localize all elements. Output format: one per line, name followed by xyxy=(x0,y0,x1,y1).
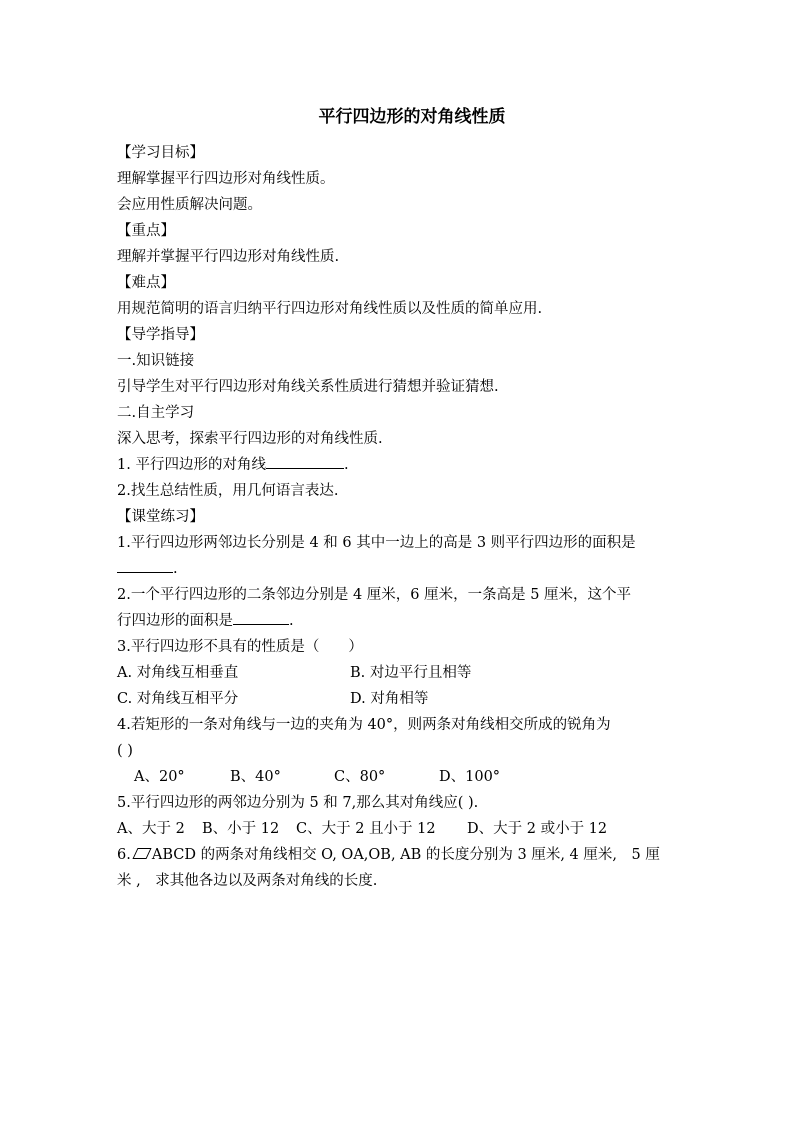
option-d[interactable]: D. 对角相等 xyxy=(350,691,429,707)
goal-item-2: 会应用性质解决问题。 xyxy=(117,197,262,213)
self-study-question-1 xyxy=(117,452,687,478)
practice-2-line-1: 2.一个平行四边形的二条邻边分别是 4 厘米，6 厘米，一条高是 5 厘米，这个平 xyxy=(117,587,632,603)
practice-5-stem: 5.平行四边形的两邻边分别为 5 和 7,那么其对角线应( ). xyxy=(117,795,479,811)
self-study-question-2: 2.找生总结性质，用几何语言表达. xyxy=(117,483,339,499)
question-text: 行四边形的面积是 xyxy=(117,613,233,629)
page-title: 平行四边形的对角线性质 xyxy=(318,107,506,127)
practice-1-line-2 xyxy=(117,556,687,582)
practice-4-line-1: 4.若矩形的一条对角线与一边的夹角为 40°，则两条对角线相交所成的锐角为 xyxy=(117,717,611,733)
goal-header: 【学习目标】 xyxy=(117,145,204,161)
option-a[interactable]: A. 对角线互相垂直 xyxy=(117,665,239,681)
question-suffix: . xyxy=(173,561,178,577)
practice-1-line-1: 1.平行四边形两邻边长分别是 4 和 6 其中一边上的高是 3 则平行四边形的面积是 xyxy=(117,535,636,551)
practice-6-line-1 xyxy=(117,842,687,868)
answer-blank[interactable] xyxy=(233,608,289,625)
practice-6-line-2: 米 , 求其他各边以及两条对角线的长度. xyxy=(117,873,378,889)
option-a[interactable]: A、20° xyxy=(134,769,185,785)
parallelogram-icon xyxy=(132,848,151,859)
practice-2-line-2 xyxy=(117,608,687,634)
practice-header: 【课堂练习】 xyxy=(117,509,204,525)
question-suffix: . xyxy=(289,613,294,629)
key-point-item: 理解并掌握平行四边形对角线性质. xyxy=(117,249,340,265)
guide-self-study-text: 深入思考，探索平行四边形的对角线性质. xyxy=(117,431,383,447)
answer-blank[interactable] xyxy=(117,556,173,573)
practice-5-options xyxy=(117,816,687,842)
key-point-header: 【重点】 xyxy=(117,223,175,239)
worksheet-content xyxy=(117,140,687,894)
practice-3-options-row-1 xyxy=(117,660,687,686)
option-b[interactable]: B. 对边平行且相等 xyxy=(350,665,472,681)
question-text: ABCD 的两条对角线相交 O, OA,OB, AB 的长度分别为 3 厘米, 4 厘米, 5 厘 xyxy=(151,847,660,863)
option-d[interactable]: D、大于 2 或小于 12 xyxy=(467,821,608,837)
option-c[interactable]: C. 对角线互相平分 xyxy=(117,691,239,707)
difficult-point-header: 【难点】 xyxy=(117,275,175,291)
practice-4-options xyxy=(117,764,687,790)
option-b[interactable]: B、小于 12 xyxy=(202,821,280,837)
goal-item-1: 理解掌握平行四边形对角线性质。 xyxy=(117,171,335,187)
option-c[interactable]: C、大于 2 且小于 12 xyxy=(296,821,436,837)
question-number: 6. xyxy=(117,847,131,863)
guide-self-study-title: 二.自主学习 xyxy=(117,405,195,421)
practice-4-line-2: ( ) xyxy=(117,743,133,759)
question-text: 1. 平行四边形的对角线 xyxy=(117,457,266,473)
answer-blank[interactable] xyxy=(266,452,344,469)
guide-header: 【导学指导】 xyxy=(117,327,204,343)
option-d[interactable]: D、100° xyxy=(439,769,501,785)
guide-knowledge-text: 引导学生对平行四边形对角线关系性质进行猜想并验证猜想. xyxy=(117,379,499,395)
question-suffix: . xyxy=(343,457,349,473)
guide-knowledge-title: 一.知识链接 xyxy=(117,353,195,369)
option-a[interactable]: A、大于 2 xyxy=(117,821,185,837)
option-b[interactable]: B、40° xyxy=(230,769,281,785)
practice-3-options-row-2 xyxy=(117,686,687,712)
option-c[interactable]: C、80° xyxy=(334,769,386,785)
practice-3-stem: 3.平行四边形不具有的性质是（ ） xyxy=(117,639,363,655)
difficult-point-item: 用规范简明的语言归纳平行四边形对角线性质以及性质的简单应用. xyxy=(117,301,543,317)
